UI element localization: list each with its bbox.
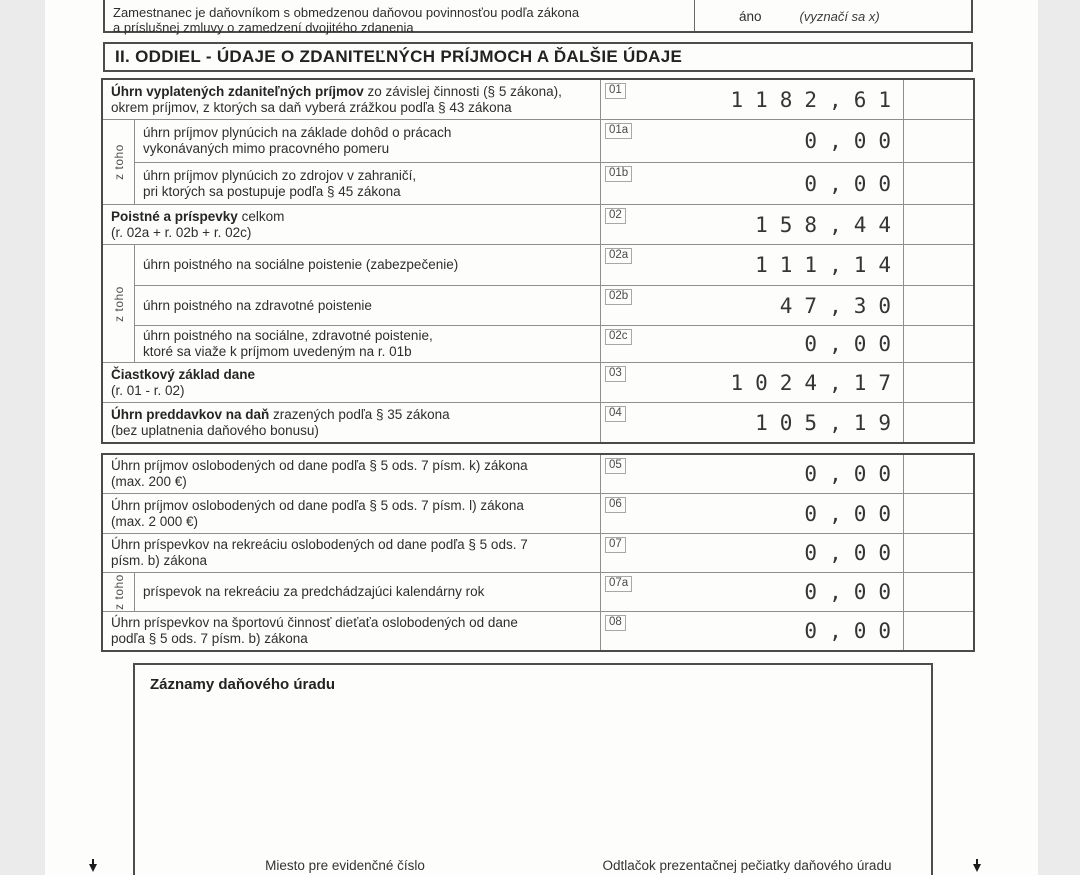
row-07a-label: príspevok na rekreáciu za predchádzajúci kalendárny rok <box>135 573 601 611</box>
row-02-amount: 158,44 <box>755 212 903 237</box>
row-02a-empty-cell <box>903 245 973 285</box>
registration-number-area-label: Miesto pre evidenčné číslo <box>265 858 425 873</box>
row-02b-label: úhrn poistného na zdravotné poistenie <box>135 286 601 325</box>
tax-office-records-title: Záznamy daňového úradu <box>150 676 336 693</box>
row-02c-amount: 0,00 <box>804 332 903 356</box>
row-02c-value-cell <box>601 326 903 362</box>
row-02-value-cell <box>601 205 903 244</box>
z-toho-label: z toho <box>111 574 126 610</box>
group-01-subrows <box>103 119 973 204</box>
row-01a-amount: 0,00 <box>804 129 903 153</box>
row-04-label: Úhrn preddavkov na daň zrazených podľa § 35 zákona (bez uplatnenia daňového bonusu) <box>103 403 601 442</box>
row-01-empty-cell <box>903 80 973 119</box>
row-02b-code: 02b <box>605 289 632 305</box>
table-row-03 <box>103 362 973 402</box>
row-07-value-cell <box>601 534 903 572</box>
row-05-label: Úhrn príjmov oslobodených od dane podľa § 5 ods. 7 písm. k) zákona (max. 200 €) <box>103 455 601 493</box>
row-07a-value-cell <box>601 573 903 611</box>
row-03-amount: 1024,17 <box>730 370 903 395</box>
table-row-02b <box>135 285 973 325</box>
row-01-value-cell <box>601 80 903 119</box>
row-07-amount: 0,00 <box>804 541 903 565</box>
limited-tax-liability-row <box>103 0 973 33</box>
limited-tax-liability-statement: Zamestnanec je daňovníkom s obmedzenou daňovou povinnosťou podľa zákona a príslušnej zmluvy o zamedzení dvojitého zdanenia <box>105 0 695 31</box>
table-row-01b <box>135 162 973 204</box>
section-ii-title: II. ODDIEL - ÚDAJE O ZDANITEĽNÝCH PRÍJMOCH A ĎALŠIE ÚDAJE <box>115 47 683 66</box>
row-01-code: 01 <box>605 83 626 99</box>
row-01a-value-cell <box>601 120 903 162</box>
exempt-income-table <box>101 453 975 652</box>
row-02b-value-cell <box>601 286 903 325</box>
group-02-subrows <box>103 244 973 362</box>
row-02a-label: úhrn poistného na sociálne poistenie (zabezpečenie) <box>135 245 601 285</box>
row-02-label: Poistné a príspevky celkom (r. 02a + r. 02b + r. 02c) <box>103 205 601 244</box>
table-row-02c <box>135 325 973 362</box>
row-07-label: Úhrn príspevkov na rekreáciu oslobodených od dane podľa § 5 ods. 7 písm. b) zákona <box>103 534 601 572</box>
table-row-02 <box>103 204 973 244</box>
table-row-08 <box>103 611 973 650</box>
row-08-code: 08 <box>605 615 626 631</box>
row-08-value-cell <box>601 612 903 650</box>
table-row-01a <box>135 120 973 162</box>
row-06-code: 06 <box>605 497 626 513</box>
table-row-07a <box>135 573 973 611</box>
section-ii-header <box>103 42 973 72</box>
row-02a-value-cell <box>601 245 903 285</box>
table-row-05 <box>103 455 973 493</box>
row-07a-amount: 0,00 <box>804 580 903 604</box>
row-01b-code: 01b <box>605 166 632 182</box>
row-03-empty-cell <box>903 363 973 402</box>
z-toho-cell <box>103 120 135 204</box>
row-04-value-cell <box>601 403 903 442</box>
row-07-empty-cell <box>903 534 973 572</box>
row-01b-amount: 0,00 <box>804 171 903 196</box>
tax-office-records-box <box>133 663 933 875</box>
row-07-code: 07 <box>605 537 626 553</box>
row-08-label: Úhrn príspevkov na športovú činnosť dieťaťa oslobodených od dane podľa § 5 ods. 7 písm. b) zákona <box>103 612 601 650</box>
row-05-value-cell <box>601 455 903 493</box>
crop-mark-icon <box>973 864 981 872</box>
crop-mark-icon <box>89 864 97 872</box>
row-01b-value-cell <box>601 163 903 204</box>
row-02b-empty-cell <box>903 286 973 325</box>
row-03-label: Čiastkový základ dane (r. 01 - r. 02) <box>103 363 601 402</box>
row-08-empty-cell <box>903 612 973 650</box>
row-04-code: 04 <box>605 406 626 422</box>
row-05-amount: 0,00 <box>804 462 903 486</box>
presentation-stamp-area-label: Odtlačok prezentačnej pečiatky daňového úradu <box>602 858 892 873</box>
row-07a-empty-cell <box>903 573 973 611</box>
row-02-code: 02 <box>605 208 626 224</box>
row-06-empty-cell <box>903 494 973 533</box>
z-toho-label: z toho <box>111 285 126 322</box>
row-02-empty-cell <box>903 205 973 244</box>
row-06-amount: 0,00 <box>804 501 903 526</box>
row-02c-label: úhrn poistného na sociálne, zdravotné poistenie, ktoré sa viaže k príjmom uvedeným na r. 01b <box>135 326 601 362</box>
row-04-empty-cell <box>903 403 973 442</box>
group-07-subrows <box>103 572 973 611</box>
table-row-01 <box>103 80 973 119</box>
z-toho-cell <box>103 573 135 611</box>
row-05-empty-cell <box>903 455 973 493</box>
row-06-value-cell <box>601 494 903 533</box>
row-01a-label: úhrn príjmov plynúcich na základe dohôd o prácach vykonávaných mimo pracovného pomeru <box>135 120 601 162</box>
row-02a-code: 02a <box>605 248 632 264</box>
row-01b-label: úhrn príjmov plynúcich zo zdrojov v zahraničí, pri ktorých sa postupuje podľa § 45 zákona <box>135 163 601 204</box>
income-table <box>101 78 975 444</box>
row-03-code: 03 <box>605 366 626 382</box>
row-08-amount: 0,00 <box>804 619 903 643</box>
row-02c-empty-cell <box>903 326 973 362</box>
table-row-04 <box>103 402 973 442</box>
row-01a-empty-cell <box>903 120 973 162</box>
row-02b-amount: 47,30 <box>779 293 903 318</box>
row-01-amount: 1182,61 <box>730 87 903 112</box>
row-07a-code: 07a <box>605 576 632 592</box>
limited-tax-liability-answer-cell <box>695 0 971 31</box>
row-01a-code: 01a <box>605 123 632 139</box>
z-toho-label: z toho <box>111 144 126 180</box>
table-row-02a <box>135 245 973 285</box>
row-04-amount: 105,19 <box>755 410 903 435</box>
table-row-07 <box>103 533 973 572</box>
table-row-06 <box>103 493 973 533</box>
mark-with-x-note: (vyznačí sa x) <box>799 9 880 24</box>
z-toho-cell <box>103 245 135 362</box>
row-06-label: Úhrn príjmov oslobodených od dane podľa § 5 ods. 7 písm. l) zákona (max. 2 000 €) <box>103 494 601 533</box>
row-02a-amount: 111,14 <box>755 253 903 277</box>
row-02c-code: 02c <box>605 329 632 345</box>
answer-yes-label: áno <box>739 9 762 24</box>
row-03-value-cell <box>601 363 903 402</box>
row-05-code: 05 <box>605 458 626 474</box>
row-01b-empty-cell <box>903 163 973 204</box>
row-01-label: Úhrn vyplatených zdaniteľných príjmov zo závislej činnosti (§ 5 zákona), okrem príjmov, z ktorých sa daň vyberá zrážkou podľa § 43 zákona <box>103 80 601 119</box>
